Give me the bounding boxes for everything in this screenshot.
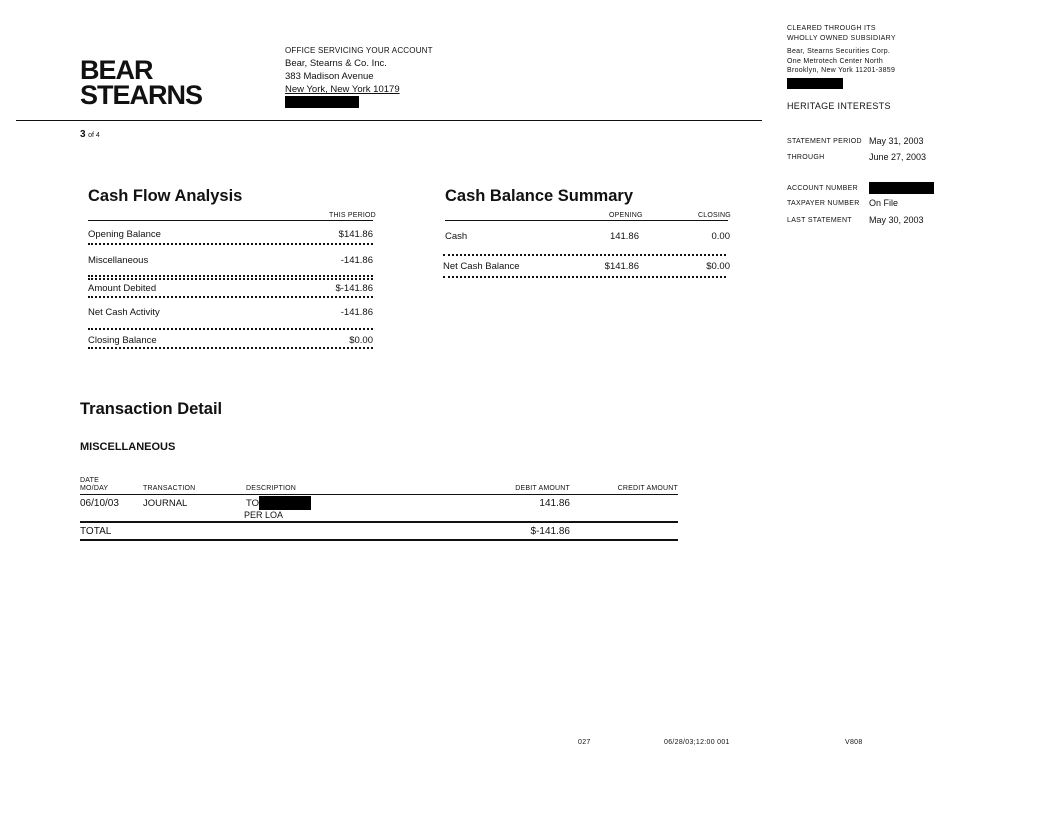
transaction-section-title: MISCELLANEOUS <box>80 441 176 453</box>
cash-flow-row-value: $-141.86 <box>335 283 373 294</box>
cash-balance-row-label: Net Cash Balance <box>443 261 520 272</box>
cash-balance-row-opening: 141.86 <box>609 231 639 242</box>
taxpayer-label: TAXPAYER NUMBER <box>787 200 860 207</box>
through-label: THROUGH <box>787 154 825 161</box>
redaction-bar <box>285 96 359 108</box>
account-number-label: ACCOUNT NUMBER <box>787 185 858 192</box>
transaction-debit: 141.86 <box>539 498 570 509</box>
transaction-type: JOURNAL <box>143 498 188 509</box>
footer-timestamp: 06/28/03;12:00 001 <box>664 739 730 746</box>
cash-balance-opening-header: OPENING <box>609 212 643 219</box>
col-transaction-header: TRANSACTION <box>143 485 196 492</box>
dotted-divider <box>88 326 373 330</box>
dotted-divider <box>88 276 373 280</box>
col-date-header-line2: MO/DAY <box>80 485 109 492</box>
cash-balance-closing-header: CLOSING <box>698 212 731 219</box>
through-value: June 27, 2003 <box>869 152 927 162</box>
logo-line2: STEARNS <box>80 80 203 110</box>
clearing-corp-addr2: Brooklyn, New York 11201-3859 <box>787 67 896 74</box>
header-divider <box>16 120 762 121</box>
cash-flow-row-label: Net Cash Activity <box>88 307 160 318</box>
total-top-rule <box>80 521 678 523</box>
last-statement-label: LAST STATEMENT <box>787 217 852 224</box>
last-statement-value: May 30, 2003 <box>869 215 924 225</box>
col-debit-header: DEBIT AMOUNT <box>515 485 570 492</box>
cash-flow-row-value: -141.86 <box>340 307 373 318</box>
dotted-divider <box>443 252 726 256</box>
cash-flow-row-value: $141.86 <box>338 229 373 240</box>
cash-flow-row-value: $0.00 <box>349 335 373 346</box>
col-credit-header: CREDIT AMOUNT <box>617 485 678 492</box>
cash-flow-row-label: Opening Balance <box>88 229 161 240</box>
transaction-desc-line2: PER LOA <box>244 510 284 520</box>
account-number-redacted <box>869 182 934 194</box>
clearing-corp-addr1: One Metrotech Center North <box>787 57 884 65</box>
cash-flow-row-label: Closing Balance <box>88 335 157 346</box>
cash-flow-title: Cash Flow Analysis <box>88 187 243 205</box>
total-bottom-rule <box>80 539 678 541</box>
bear-stearns-logo <box>80 55 203 110</box>
cash-flow-row-value: -141.86 <box>340 255 373 266</box>
cash-balance-title: Cash Balance Summary <box>445 187 634 205</box>
transaction-desc-redacted <box>259 496 311 510</box>
transaction-header-rule <box>80 494 678 495</box>
cash-balance-header-rule <box>445 220 728 221</box>
taxpayer-value: On File <box>869 198 899 208</box>
page-of: of 4 <box>88 132 100 139</box>
footer-code: 027 <box>578 739 591 746</box>
page-number <box>80 129 100 140</box>
office-name: Bear, Stearns & Co. Inc. <box>285 58 387 69</box>
transaction-detail-title: Transaction Detail <box>80 400 223 418</box>
dotted-divider <box>443 274 726 278</box>
cash-flow-header-rule <box>88 220 373 221</box>
office-street: 383 Madison Avenue <box>285 71 374 82</box>
office-heading: OFFICE SERVICING YOUR ACCOUNT <box>285 46 433 55</box>
clearing-line2: WHOLLY OWNED SUBSIDIARY <box>787 34 896 42</box>
cash-flow-row-label: Amount Debited <box>88 283 157 294</box>
cash-flow-row-label: Miscellaneous <box>88 255 149 266</box>
total-debit: $-141.86 <box>530 526 570 537</box>
cash-balance-row-closing: 0.00 <box>711 231 730 242</box>
dotted-divider <box>88 241 373 245</box>
logo-line1: BEAR <box>80 55 153 85</box>
office-address-block <box>285 44 433 112</box>
clearing-block <box>787 24 896 92</box>
dotted-divider <box>88 345 373 349</box>
transaction-desc-line1: TO <box>246 498 260 509</box>
statement-period-value: May 31, 2003 <box>869 136 924 146</box>
statement-period-label: STATEMENT PERIOD <box>787 138 862 145</box>
cash-balance-row-closing: $0.00 <box>706 261 730 272</box>
cash-balance-row-opening: $141.86 <box>604 261 639 272</box>
transaction-date: 06/10/03 <box>80 498 119 509</box>
total-label: TOTAL <box>80 526 112 537</box>
col-description-header: DESCRIPTION <box>246 485 297 492</box>
cash-balance-row-label: Cash <box>445 231 468 242</box>
page-current: 3 <box>80 129 86 140</box>
dotted-divider <box>88 294 373 298</box>
clearing-line1: CLEARED THROUGH ITS <box>787 25 876 32</box>
office-city: New York, New York 10179 <box>285 84 400 95</box>
redaction-bar <box>787 78 843 89</box>
col-date-header-line1: DATE <box>80 477 99 484</box>
account-name: HERITAGE INTERESTS <box>787 101 891 111</box>
clearing-corp-name: Bear, Stearns Securities Corp. <box>787 48 891 55</box>
cash-flow-col-header: THIS PERIOD <box>329 212 376 219</box>
footer-version: V808 <box>845 739 863 746</box>
